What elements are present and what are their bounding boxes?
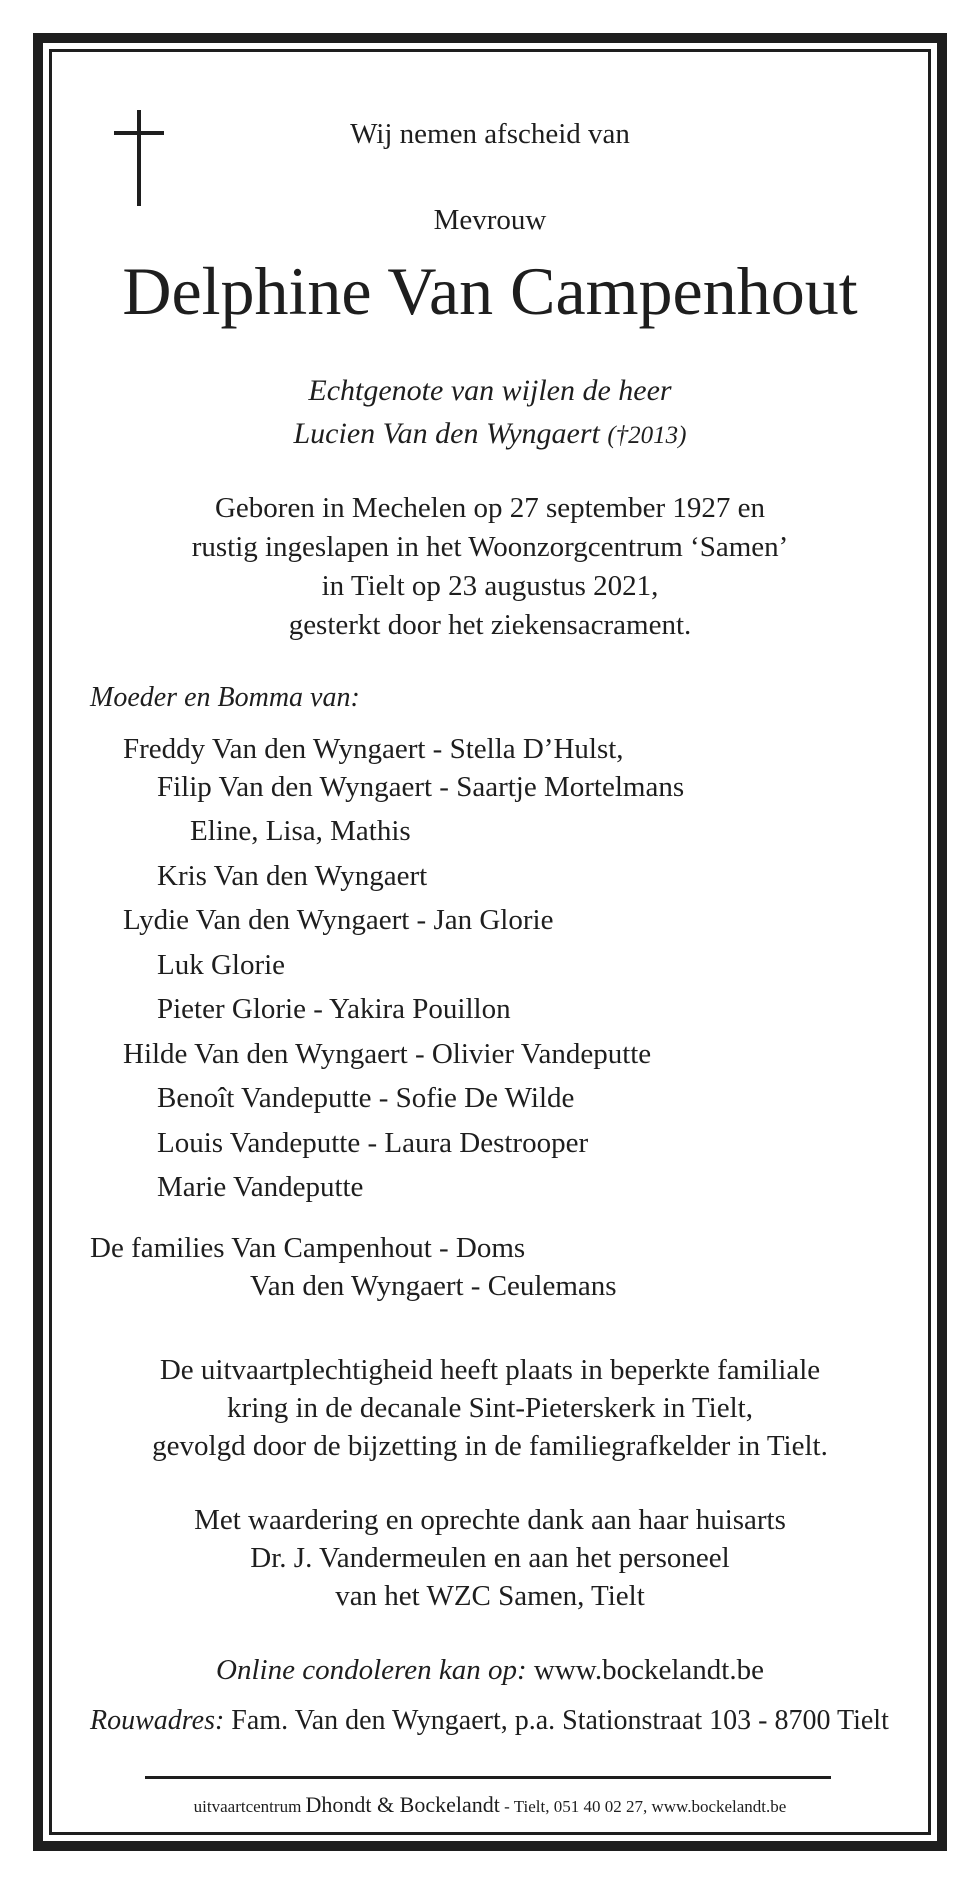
deceased-name: Delphine Van Campenhout xyxy=(122,253,858,329)
condolence-url[interactable]: www.bockelandt.be xyxy=(533,1654,764,1686)
families-line-1: De families Van Campenhout - Doms xyxy=(90,1232,526,1264)
families-line-2: Van den Wyngaert - Ceulemans xyxy=(250,1270,617,1302)
condolence-label: Online condoleren kan op: xyxy=(216,1654,527,1686)
family-member: Lydie Van den Wyngaert - Jan Glorie xyxy=(123,904,554,936)
honorific: Mevrouw xyxy=(433,204,547,236)
family-member: Hilde Van den Wyngaert - Olivier Vandeputte xyxy=(123,1038,652,1070)
spouse-line-2: Lucien Van den Wyngaert (†2013) xyxy=(293,417,687,450)
footer-company: Dhondt & Bockelandt xyxy=(305,1792,500,1817)
ceremony-line-1: De uitvaartplechtigheid heeft plaats in beperkte familiale xyxy=(159,1354,821,1386)
address-text: Fam. Van den Wyngaert, p.a. Stationstraat 103 - 8700 Tielt xyxy=(231,1705,889,1736)
intro-text: Wij nemen afscheid van xyxy=(350,118,630,150)
family-member: Eline, Lisa, Mathis xyxy=(190,815,411,847)
birth-line-2: rustig ingeslapen in het Woonzorgcentrum ‘Samen’ xyxy=(191,531,789,563)
spouse-line-1: Echtgenote van wijlen de heer xyxy=(308,374,672,407)
family-member: Marie Vandeputte xyxy=(157,1171,364,1203)
family-member: Louis Vandeputte - Laura Destrooper xyxy=(157,1127,589,1159)
ceremony-line-2: kring in de decanale Sint-Pieterskerk in Tielt, xyxy=(227,1392,753,1424)
thanks-line-1: Met waardering en oprechte dank aan haar huisarts xyxy=(194,1504,786,1536)
family-member: Filip Van den Wyngaert - Saartje Mortelmans xyxy=(157,771,685,803)
birth-line-4: gesterkt door het ziekensacrament. xyxy=(288,609,692,641)
condolence-line xyxy=(0,1654,980,1687)
birth-line-1: Geboren in Mechelen op 27 september 1927 en xyxy=(214,492,766,524)
footer-credit xyxy=(0,1792,980,1818)
family-member: Kris Van den Wyngaert xyxy=(157,860,428,892)
family-heading: Moeder en Bomma van: xyxy=(90,682,360,713)
footer-divider xyxy=(145,1776,831,1779)
ceremony-line-3: gevolgd door de bijzetting in de familiegrafkelder in Tielt. xyxy=(152,1430,828,1462)
address-line xyxy=(90,1705,889,1737)
thanks-line-3: van het WZC Samen, Tielt xyxy=(335,1580,645,1612)
footer-prefix: uitvaartcentrum xyxy=(193,1797,302,1816)
footer-details: - Tielt, 051 40 02 27, www.bockelandt.be xyxy=(504,1797,787,1816)
address-label: Rouwadres: xyxy=(90,1705,225,1736)
birth-line-3: in Tielt op 23 augustus 2021, xyxy=(321,570,659,602)
family-member: Pieter Glorie - Yakira Pouillon xyxy=(157,993,511,1025)
thanks-line-2: Dr. J. Vandermeulen en aan het personeel xyxy=(250,1542,730,1574)
family-member: Freddy Van den Wyngaert - Stella D’Hulst, xyxy=(123,733,624,765)
family-member: Luk Glorie xyxy=(157,949,286,981)
family-member: Benoît Vandeputte - Sofie De Wilde xyxy=(157,1082,575,1114)
